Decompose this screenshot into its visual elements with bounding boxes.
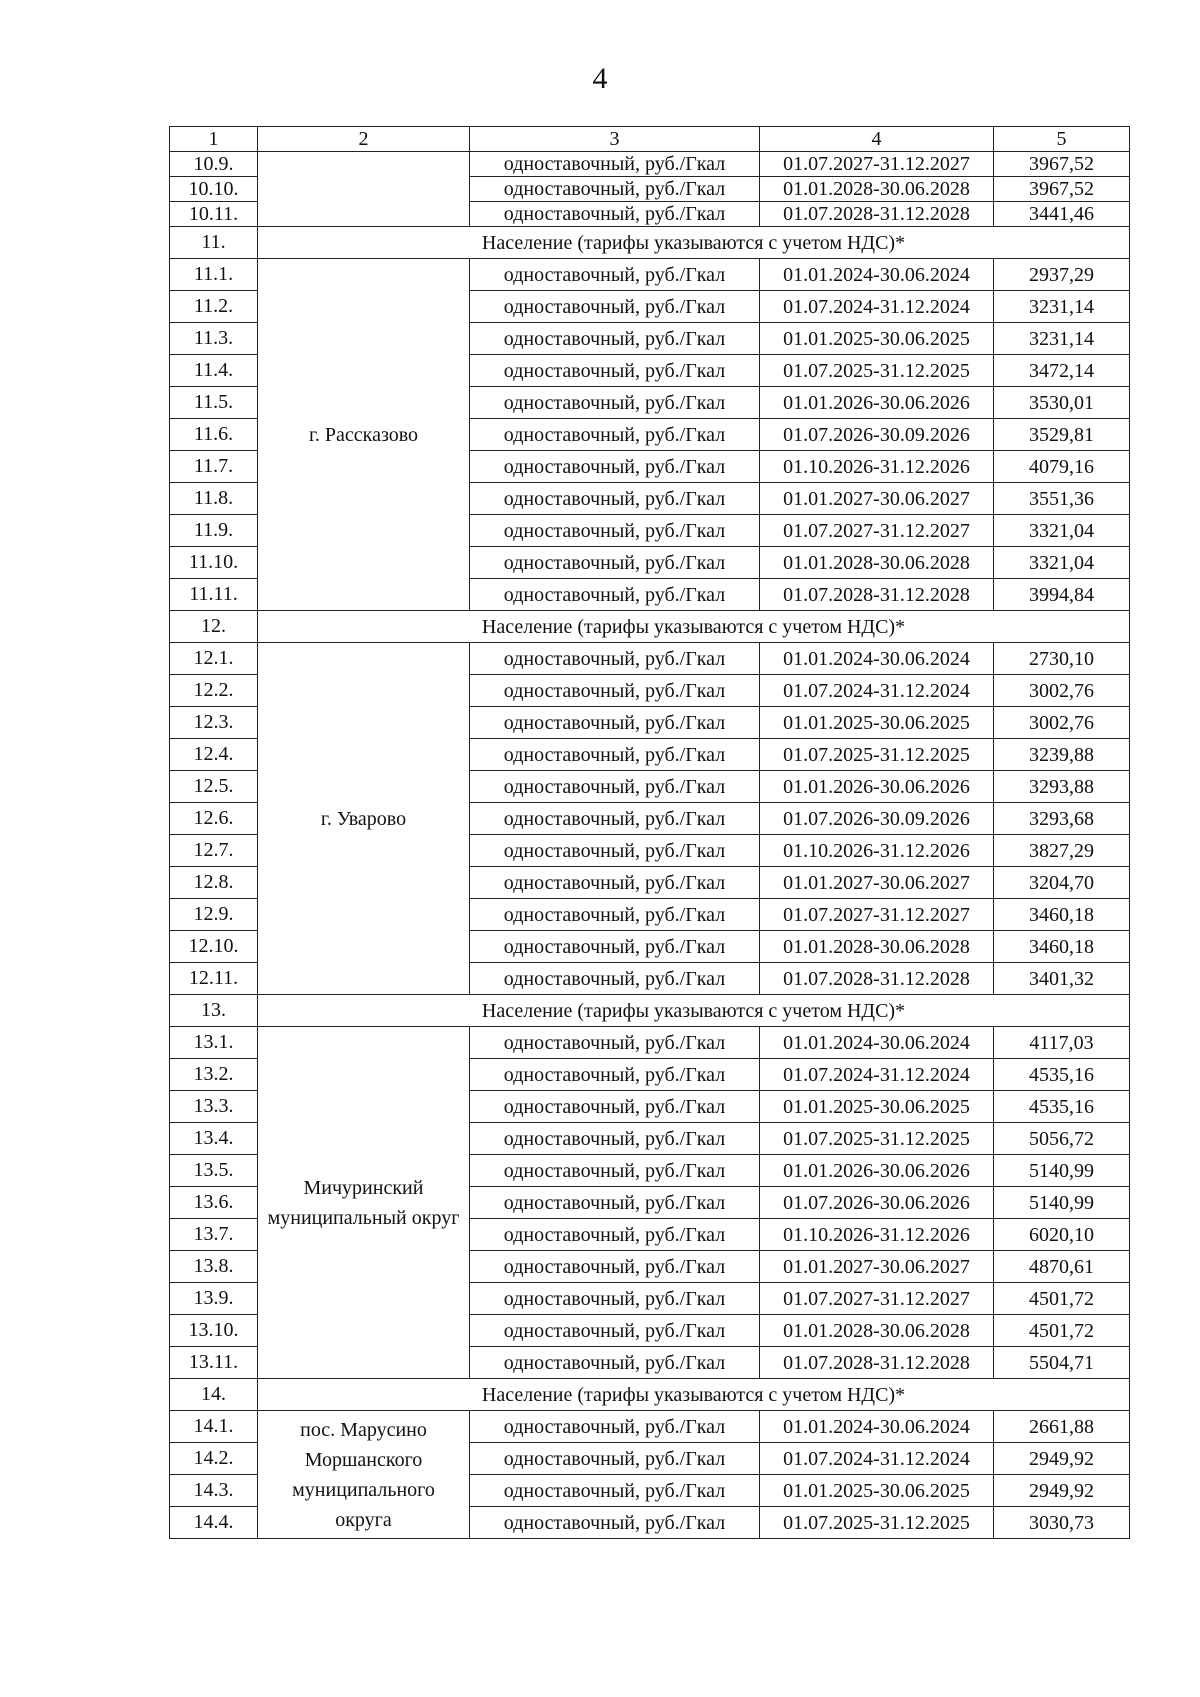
- tariff-type: одноставочный, руб./Гкал: [470, 291, 760, 323]
- row-number: 12.1.: [170, 643, 258, 675]
- tariff-table: [169, 126, 1130, 1539]
- row-number: 14.4.: [170, 1507, 258, 1539]
- tariff-period: 01.07.2028-31.12.2028: [760, 963, 994, 995]
- tariff-period: 01.01.2027-30.06.2027: [760, 483, 994, 515]
- tariff-value: 4079,16: [994, 451, 1130, 483]
- row-number: 13.9.: [170, 1283, 258, 1315]
- row-number: 13.5.: [170, 1155, 258, 1187]
- tariff-period: 01.01.2024-30.06.2024: [760, 1027, 994, 1059]
- row-number: 12.9.: [170, 899, 258, 931]
- tariff-type: одноставочный, руб./Гкал: [470, 579, 760, 611]
- table-row: [170, 643, 1130, 675]
- row-number: 14.3.: [170, 1475, 258, 1507]
- tariff-period: 01.07.2028-31.12.2028: [760, 1347, 994, 1379]
- tariff-period: 01.07.2024-31.12.2024: [760, 291, 994, 323]
- tariff-value: 3967,52: [994, 177, 1130, 202]
- row-number: 10.10.: [170, 177, 258, 202]
- table-row: [170, 1027, 1130, 1059]
- tariff-value: 5504,71: [994, 1347, 1130, 1379]
- tariff-period: 01.01.2028-30.06.2028: [760, 1315, 994, 1347]
- tariff-period: 01.07.2024-31.12.2024: [760, 1059, 994, 1091]
- tariff-value: 2730,10: [994, 643, 1130, 675]
- tariff-period: 01.07.2027-31.12.2027: [760, 899, 994, 931]
- column-header: 5: [994, 127, 1130, 152]
- row-number: 11.11.: [170, 579, 258, 611]
- row-number: 14.2.: [170, 1443, 258, 1475]
- tariff-value: 3239,88: [994, 739, 1130, 771]
- tariff-type: одноставочный, руб./Гкал: [470, 1155, 760, 1187]
- tariff-value: 2949,92: [994, 1475, 1130, 1507]
- tariff-value: 4501,72: [994, 1315, 1130, 1347]
- tariff-type: одноставочный, руб./Гкал: [470, 451, 760, 483]
- tariff-value: 2949,92: [994, 1443, 1130, 1475]
- tariff-type: одноставочный, руб./Гкал: [470, 1475, 760, 1507]
- column-header-row: [170, 127, 1130, 152]
- tariff-period: 01.07.2025-31.12.2025: [760, 1507, 994, 1539]
- tariff-value: 3530,01: [994, 387, 1130, 419]
- tariff-type: одноставочный, руб./Гкал: [470, 177, 760, 202]
- section-number: 14.: [170, 1379, 258, 1411]
- section-header-row: [170, 995, 1130, 1027]
- tariff-value: 3401,32: [994, 963, 1130, 995]
- tariff-value: 4535,16: [994, 1091, 1130, 1123]
- row-number: 12.7.: [170, 835, 258, 867]
- tariff-period: 01.01.2027-30.06.2027: [760, 867, 994, 899]
- tariff-period: 01.07.2027-31.12.2027: [760, 152, 994, 177]
- column-header: 3: [470, 127, 760, 152]
- tariff-value: 5140,99: [994, 1155, 1130, 1187]
- tariff-value: 4117,03: [994, 1027, 1130, 1059]
- row-number: 10.9.: [170, 152, 258, 177]
- tariff-type: одноставочный, руб./Гкал: [470, 419, 760, 451]
- tariff-type: одноставочный, руб./Гкал: [470, 1187, 760, 1219]
- section-title: Население (тарифы указываются с учетом НДС)*: [258, 995, 1130, 1027]
- row-number: 11.10.: [170, 547, 258, 579]
- tariff-value: 3460,18: [994, 899, 1130, 931]
- tariff-period: 01.10.2026-31.12.2026: [760, 835, 994, 867]
- tariff-type: одноставочный, руб./Гкал: [470, 707, 760, 739]
- tariff-type: одноставочный, руб./Гкал: [470, 1443, 760, 1475]
- tariff-period: 01.01.2025-30.06.2025: [760, 1091, 994, 1123]
- section-number: 13.: [170, 995, 258, 1027]
- tariff-type: одноставочный, руб./Гкал: [470, 1219, 760, 1251]
- tariff-table-container: [169, 126, 1129, 1539]
- tariff-value: 6020,10: [994, 1219, 1130, 1251]
- row-number: 12.3.: [170, 707, 258, 739]
- tariff-type: одноставочный, руб./Гкал: [470, 152, 760, 177]
- tariff-type: одноставочный, руб./Гкал: [470, 771, 760, 803]
- tariff-type: одноставочный, руб./Гкал: [470, 963, 760, 995]
- tariff-type: одноставочный, руб./Гкал: [470, 483, 760, 515]
- row-number: 11.3.: [170, 323, 258, 355]
- row-number: 10.11.: [170, 202, 258, 227]
- tariff-type: одноставочный, руб./Гкал: [470, 259, 760, 291]
- column-header: 4: [760, 127, 994, 152]
- section-header-row: [170, 1379, 1130, 1411]
- tariff-value: 3321,04: [994, 515, 1130, 547]
- tariff-period: 01.07.2028-31.12.2028: [760, 202, 994, 227]
- tariff-type: одноставочный, руб./Гкал: [470, 867, 760, 899]
- tariff-period: 01.07.2027-31.12.2027: [760, 515, 994, 547]
- tariff-value: 3994,84: [994, 579, 1130, 611]
- settlement-name: пос. Марусино Моршанского муниципального округа: [258, 1411, 470, 1539]
- tariff-period: 01.01.2028-30.06.2028: [760, 931, 994, 963]
- tariff-value: 3231,14: [994, 291, 1130, 323]
- section-title: Население (тарифы указываются с учетом НДС)*: [258, 1379, 1130, 1411]
- tariff-value: 3002,76: [994, 675, 1130, 707]
- settlement-name: г. Уварово: [258, 643, 470, 995]
- tariff-type: одноставочный, руб./Гкал: [470, 899, 760, 931]
- tariff-value: 3551,36: [994, 483, 1130, 515]
- row-number: 12.11.: [170, 963, 258, 995]
- tariff-value: 3827,29: [994, 835, 1130, 867]
- tariff-period: 01.10.2026-31.12.2026: [760, 451, 994, 483]
- row-number: 11.9.: [170, 515, 258, 547]
- row-number: 11.2.: [170, 291, 258, 323]
- row-number: 13.6.: [170, 1187, 258, 1219]
- tariff-type: одноставочный, руб./Гкал: [470, 547, 760, 579]
- tariff-period: 01.07.2026-30.09.2026: [760, 803, 994, 835]
- section-number: 12.: [170, 611, 258, 643]
- tariff-value: 4501,72: [994, 1283, 1130, 1315]
- tariff-value: 3231,14: [994, 323, 1130, 355]
- tariff-type: одноставочный, руб./Гкал: [470, 1027, 760, 1059]
- tariff-period: 01.01.2025-30.06.2025: [760, 323, 994, 355]
- tariff-value: 3460,18: [994, 931, 1130, 963]
- tariff-type: одноставочный, руб./Гкал: [470, 355, 760, 387]
- row-number: 14.1.: [170, 1411, 258, 1443]
- settlement-cell: [258, 152, 470, 227]
- row-number: 13.2.: [170, 1059, 258, 1091]
- tariff-period: 01.07.2024-31.12.2024: [760, 675, 994, 707]
- tariff-value: 2661,88: [994, 1411, 1130, 1443]
- tariff-period: 01.07.2026-30.06.2026: [760, 1187, 994, 1219]
- tariff-value: 3967,52: [994, 152, 1130, 177]
- tariff-type: одноставочный, руб./Гкал: [470, 675, 760, 707]
- row-number: 11.7.: [170, 451, 258, 483]
- tariff-type: одноставочный, руб./Гкал: [470, 323, 760, 355]
- row-number: 11.6.: [170, 419, 258, 451]
- row-number: 12.10.: [170, 931, 258, 963]
- tariff-period: 01.01.2025-30.06.2025: [760, 707, 994, 739]
- row-number: 12.5.: [170, 771, 258, 803]
- tariff-type: одноставочный, руб./Гкал: [470, 1251, 760, 1283]
- section-header-row: [170, 611, 1130, 643]
- tariff-period: 01.07.2028-31.12.2028: [760, 579, 994, 611]
- row-number: 13.4.: [170, 1123, 258, 1155]
- row-number: 12.4.: [170, 739, 258, 771]
- tariff-type: одноставочный, руб./Гкал: [470, 835, 760, 867]
- tariff-type: одноставочный, руб./Гкал: [470, 1347, 760, 1379]
- row-number: 13.11.: [170, 1347, 258, 1379]
- tariff-type: одноставочный, руб./Гкал: [470, 202, 760, 227]
- row-number: 11.1.: [170, 259, 258, 291]
- tariff-period: 01.10.2026-31.12.2026: [760, 1219, 994, 1251]
- table-row: [170, 259, 1130, 291]
- tariff-type: одноставочный, руб./Гкал: [470, 803, 760, 835]
- tariff-period: 01.01.2024-30.06.2024: [760, 1411, 994, 1443]
- row-number: 13.3.: [170, 1091, 258, 1123]
- tariff-period: 01.07.2025-31.12.2025: [760, 739, 994, 771]
- tariff-period: 01.07.2027-31.12.2027: [760, 1283, 994, 1315]
- tariff-value: 5140,99: [994, 1187, 1130, 1219]
- tariff-period: 01.01.2026-30.06.2026: [760, 387, 994, 419]
- tariff-type: одноставочный, руб./Гкал: [470, 931, 760, 963]
- settlement-name: г. Рассказово: [258, 259, 470, 611]
- tariff-period: 01.07.2024-31.12.2024: [760, 1443, 994, 1475]
- tariff-value: 3441,46: [994, 202, 1130, 227]
- row-number: 12.6.: [170, 803, 258, 835]
- tariff-value: 4535,16: [994, 1059, 1130, 1091]
- tariff-type: одноставочный, руб./Гкал: [470, 1283, 760, 1315]
- tariff-period: 01.07.2025-31.12.2025: [760, 355, 994, 387]
- row-number: 13.8.: [170, 1251, 258, 1283]
- section-title: Население (тарифы указываются с учетом НДС)*: [258, 611, 1130, 643]
- section-number: 11.: [170, 227, 258, 259]
- tariff-value: 3002,76: [994, 707, 1130, 739]
- tariff-value: 3321,04: [994, 547, 1130, 579]
- tariff-period: 01.07.2025-31.12.2025: [760, 1123, 994, 1155]
- tariff-type: одноставочный, руб./Гкал: [470, 1059, 760, 1091]
- row-number: 11.5.: [170, 387, 258, 419]
- column-header: 2: [258, 127, 470, 152]
- row-number: 13.7.: [170, 1219, 258, 1251]
- tariff-period: 01.01.2028-30.06.2028: [760, 547, 994, 579]
- tariff-type: одноставочный, руб./Гкал: [470, 1507, 760, 1539]
- row-number: 11.4.: [170, 355, 258, 387]
- tariff-type: одноставочный, руб./Гкал: [470, 1315, 760, 1347]
- row-number: 12.2.: [170, 675, 258, 707]
- section-header-row: [170, 227, 1130, 259]
- tariff-type: одноставочный, руб./Гкал: [470, 1411, 760, 1443]
- tariff-value: 3529,81: [994, 419, 1130, 451]
- table-row: [170, 152, 1130, 177]
- tariff-value: 3293,88: [994, 771, 1130, 803]
- tariff-period: 01.01.2025-30.06.2025: [760, 1475, 994, 1507]
- tariff-type: одноставочный, руб./Гкал: [470, 739, 760, 771]
- table-row: [170, 1411, 1130, 1443]
- tariff-type: одноставочный, руб./Гкал: [470, 515, 760, 547]
- tariff-type: одноставочный, руб./Гкал: [470, 643, 760, 675]
- tariff-value: 4870,61: [994, 1251, 1130, 1283]
- row-number: 11.8.: [170, 483, 258, 515]
- row-number: 12.8.: [170, 867, 258, 899]
- tariff-value: 2937,29: [994, 259, 1130, 291]
- tariff-value: 3472,14: [994, 355, 1130, 387]
- tariff-period: 01.01.2027-30.06.2027: [760, 1251, 994, 1283]
- tariff-value: 3293,68: [994, 803, 1130, 835]
- row-number: 13.10.: [170, 1315, 258, 1347]
- tariff-type: одноставочный, руб./Гкал: [470, 1123, 760, 1155]
- section-title: Население (тарифы указываются с учетом НДС)*: [258, 227, 1130, 259]
- page-number: 4: [592, 62, 608, 95]
- tariff-type: одноставочный, руб./Гкал: [470, 1091, 760, 1123]
- tariff-value: 5056,72: [994, 1123, 1130, 1155]
- tariff-period: 01.07.2026-30.09.2026: [760, 419, 994, 451]
- tariff-value: 3030,73: [994, 1507, 1130, 1539]
- tariff-period: 01.01.2026-30.06.2026: [760, 1155, 994, 1187]
- tariff-period: 01.01.2026-30.06.2026: [760, 771, 994, 803]
- tariff-period: 01.01.2024-30.06.2024: [760, 643, 994, 675]
- column-header: 1: [170, 127, 258, 152]
- tariff-period: 01.01.2024-30.06.2024: [760, 259, 994, 291]
- tariff-type: одноставочный, руб./Гкал: [470, 387, 760, 419]
- settlement-name: Мичуринский муниципальный округ: [258, 1027, 470, 1379]
- row-number: 13.1.: [170, 1027, 258, 1059]
- tariff-period: 01.01.2028-30.06.2028: [760, 177, 994, 202]
- tariff-value: 3204,70: [994, 867, 1130, 899]
